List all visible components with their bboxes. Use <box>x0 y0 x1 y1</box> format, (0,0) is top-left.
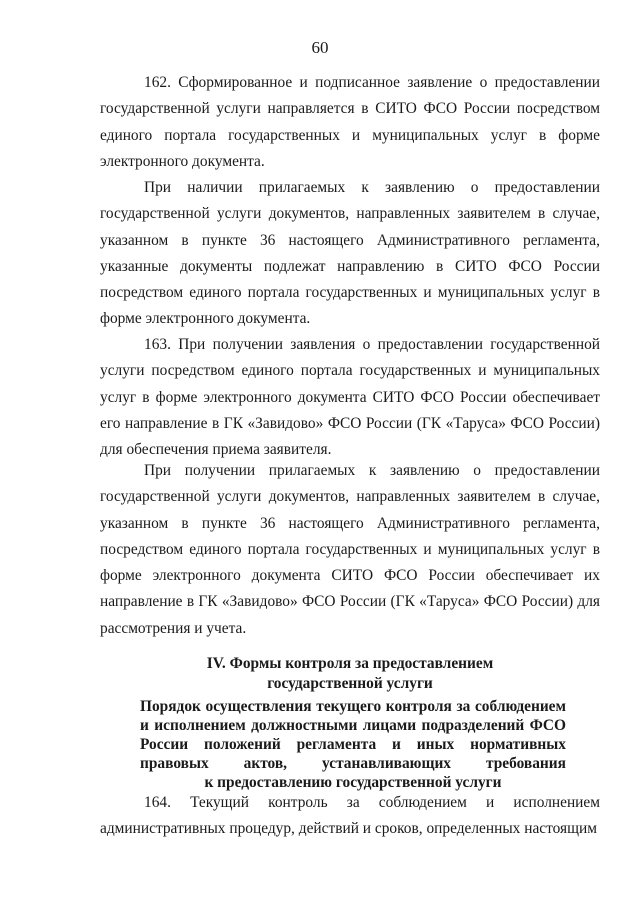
page-number: 60 <box>311 38 329 57</box>
subsection-heading-main: Порядок осуществления текущего контроля за соблюдением и исполнением должностными лицами подразделений ФСО России положений регламента и иных нормативных правовых актов, устанавливающих требования <box>140 698 566 772</box>
paragraph-text: При получении прилагаемых к заявлению о предоставлении государственной услуги документов, направленных заявителем в случае, указанном в пункте 36 настоящего Административного регламента, посредством единого портала государственных и муниципальных услуг в форме электронного документа СИТО ФСО России обеспечивает их направление в ГК «Завидово» ФСО России (ГК «Таруса» ФСО России) для рассмотрения и учета. <box>100 462 600 637</box>
paragraph-163-continued <box>100 458 600 642</box>
section-heading <box>100 654 600 694</box>
paragraph-text: 163. При получении заявления о предоставлении государственной услуги посредством единого портала государственных и муниципальных услуг в форме электронного документа СИТО ФСО России обеспечивает его направление в ГК «Завидово» ФСО России (ГК «Таруса» ФСО России) для обеспечения приема заявителя. <box>100 336 600 459</box>
section-heading-line-1: IV. Формы контроля за предоставлением <box>206 655 494 672</box>
paragraph-164 <box>100 790 600 843</box>
paragraph-text: 164. Текущий контроль за соблюдением и исполнением административных процедур, действий и сроков, определенных настоящим <box>100 794 600 838</box>
paragraph-text: При наличии прилагаемых к заявлению о предоставлении государственной услуги документов, направленных заявителем в случае, указанном в пункте 36 настоящего Административного регламента, указанные документы подлежат направлению в СИТО ФСО России посредством единого портала государственных и муниципальных услуг в форме электронного документа. <box>100 179 600 328</box>
paragraph-text: 162. Сформированное и подписанное заявление о предоставлении государственной услуги направляется в СИТО ФСО России посредством единого портала государственных и муниципальных услуг в форме электронного документа. <box>100 74 600 170</box>
paragraph-162-continued <box>100 175 600 333</box>
paragraph-163 <box>100 332 600 463</box>
paragraph-162 <box>100 70 600 175</box>
section-heading-line-2: государственной услуги <box>267 675 433 692</box>
subsection-heading <box>140 697 566 792</box>
subsection-heading-last-line: к предоставлению государственной услуги <box>204 774 502 791</box>
